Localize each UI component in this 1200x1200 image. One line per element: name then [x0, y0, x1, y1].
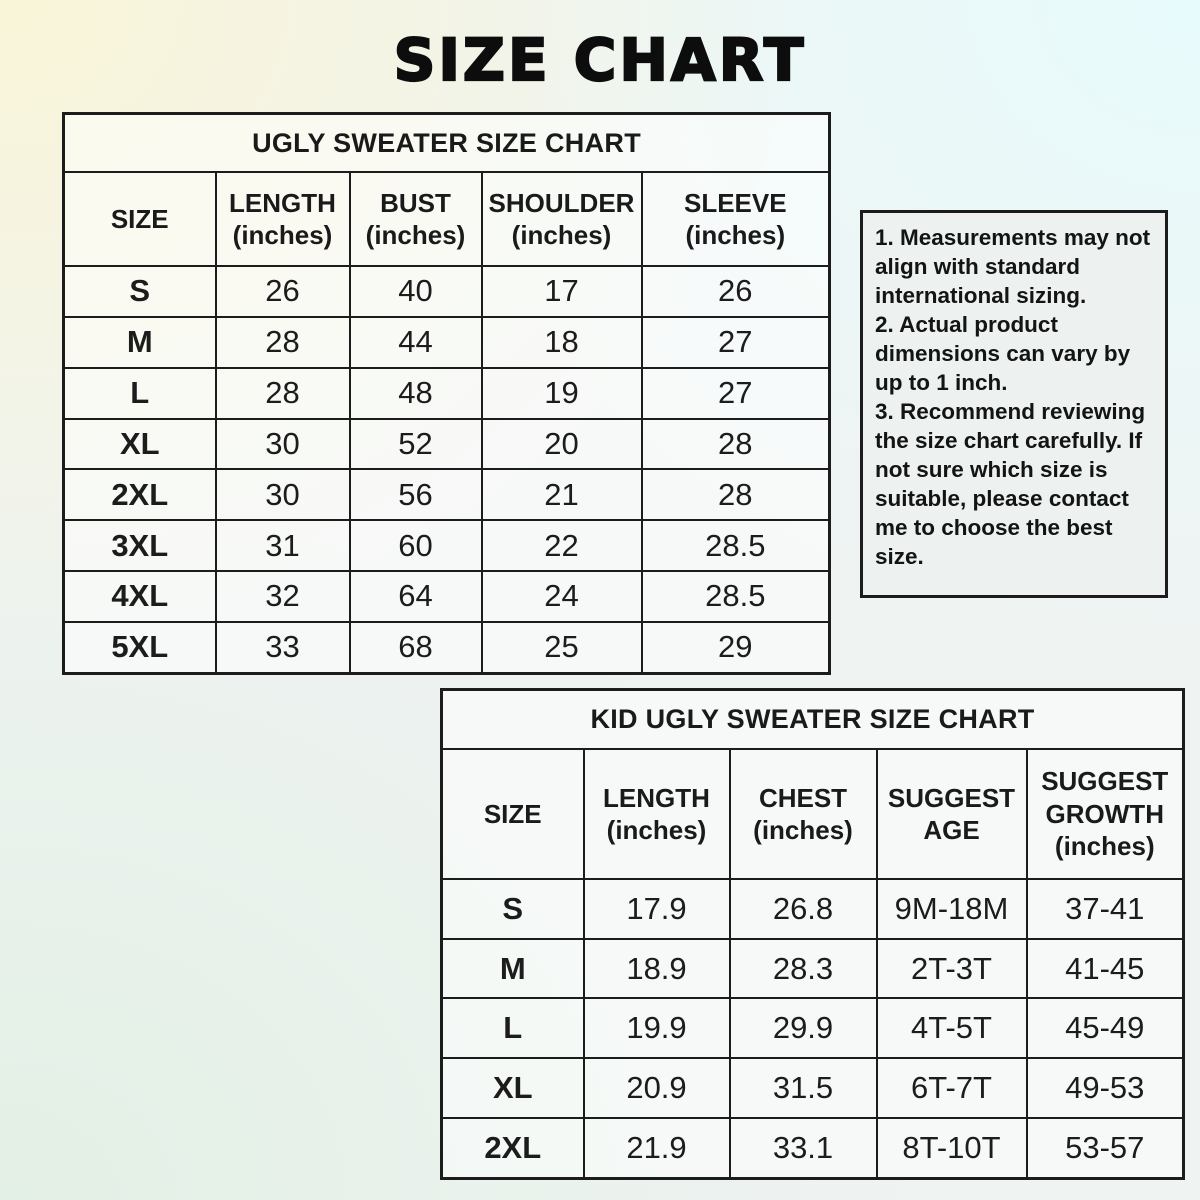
adult-col-header-size: SIZE: [64, 172, 216, 266]
adult-size-table: [62, 112, 831, 675]
table-cell: 33: [216, 622, 350, 674]
table-cell: 28.5: [642, 571, 830, 622]
kid-table-title-row: [442, 690, 1184, 750]
adult-col-header-length: LENGTH (inches): [216, 172, 350, 266]
kid-col-header-chest: CHEST (inches): [730, 749, 877, 879]
table-cell: 29: [642, 622, 830, 674]
table-cell: 29.9: [730, 998, 877, 1058]
table-row: [442, 1118, 1184, 1179]
table-cell: 60: [350, 520, 482, 571]
table-cell: 20: [482, 419, 642, 470]
kid-col-header-size: SIZE: [442, 749, 584, 879]
kid-table-header-row: [442, 749, 1184, 879]
table-cell: 27: [642, 317, 830, 368]
note-item-1: 1. Measurements may not align with standard international sizing.: [875, 225, 1151, 309]
note-item-3: 3. Recommend reviewing the size chart carefully. If not sure which size is suitable, please contact me to choose the best size.: [875, 399, 1146, 570]
adult-table-title: UGLY SWEATER SIZE CHART: [64, 114, 830, 173]
table-cell: 18.9: [584, 939, 730, 999]
table-cell: 28: [216, 317, 350, 368]
table-row: [64, 520, 830, 571]
page-title: SIZE CHART: [393, 26, 807, 94]
table-cell: 17: [482, 266, 642, 317]
table-cell: 26: [216, 266, 350, 317]
table-cell: 41-45: [1027, 939, 1184, 999]
size-label: XL: [64, 419, 216, 470]
table-cell: 17.9: [584, 879, 730, 939]
table-cell: 24: [482, 571, 642, 622]
adult-col-header-shoulder: SHOULDER (inches): [482, 172, 642, 266]
table-cell: 30: [216, 419, 350, 470]
table-cell: 28: [642, 419, 830, 470]
kid-col-header-length: LENGTH (inches): [584, 749, 730, 879]
table-cell: 32: [216, 571, 350, 622]
table-row: [442, 1058, 1184, 1118]
table-cell: 31: [216, 520, 350, 571]
table-row: [64, 317, 830, 368]
table-cell: 52: [350, 419, 482, 470]
table-cell: 19: [482, 368, 642, 419]
table-cell: 27: [642, 368, 830, 419]
table-cell: 28.3: [730, 939, 877, 999]
table-cell: 8T-10T: [877, 1118, 1027, 1179]
table-cell: 6T-7T: [877, 1058, 1027, 1118]
size-label: 5XL: [64, 622, 216, 674]
table-row: [64, 469, 830, 520]
table-cell: 20.9: [584, 1058, 730, 1118]
table-cell: 22: [482, 520, 642, 571]
table-row: [64, 368, 830, 419]
adult-col-header-bust: BUST (inches): [350, 172, 482, 266]
table-cell: 64: [350, 571, 482, 622]
table-cell: 33.1: [730, 1118, 877, 1179]
size-label: L: [442, 998, 584, 1058]
table-cell: 21.9: [584, 1118, 730, 1179]
adult-col-header-sleeve: SLEEVE (inches): [642, 172, 830, 266]
table-cell: 28: [642, 469, 830, 520]
table-cell: 9M-18M: [877, 879, 1027, 939]
table-cell: 28: [216, 368, 350, 419]
note-item-2: 2. Actual product dimensions can vary by up to 1 inch.: [875, 312, 1131, 396]
table-cell: 30: [216, 469, 350, 520]
table-cell: 26.8: [730, 879, 877, 939]
kid-col-header-suggest-growth: SUGGEST GROWTH (inches): [1027, 749, 1184, 879]
table-cell: 26: [642, 266, 830, 317]
table-row: [442, 879, 1184, 939]
table-row: [64, 571, 830, 622]
table-cell: 21: [482, 469, 642, 520]
table-cell: 49-53: [1027, 1058, 1184, 1118]
table-cell: 28.5: [642, 520, 830, 571]
table-cell: 4T-5T: [877, 998, 1027, 1058]
table-cell: 2T-3T: [877, 939, 1027, 999]
table-cell: 48: [350, 368, 482, 419]
table-cell: 19.9: [584, 998, 730, 1058]
table-cell: 44: [350, 317, 482, 368]
table-cell: 18: [482, 317, 642, 368]
size-label: 2XL: [442, 1118, 584, 1179]
size-label: 3XL: [64, 520, 216, 571]
table-cell: 56: [350, 469, 482, 520]
kid-col-header-suggest-age: SUGGEST AGE: [877, 749, 1027, 879]
table-cell: 31.5: [730, 1058, 877, 1118]
adult-table-header-row: [64, 172, 830, 266]
table-row: [64, 266, 830, 317]
size-label: XL: [442, 1058, 584, 1118]
table-cell: 37-41: [1027, 879, 1184, 939]
table-cell: 53-57: [1027, 1118, 1184, 1179]
size-label: 2XL: [64, 469, 216, 520]
kid-table-title: KID UGLY SWEATER SIZE CHART: [442, 690, 1184, 750]
table-cell: 25: [482, 622, 642, 674]
table-cell: 45-49: [1027, 998, 1184, 1058]
size-label: M: [442, 939, 584, 999]
size-label: S: [442, 879, 584, 939]
table-row: [442, 939, 1184, 999]
table-row: [64, 419, 830, 470]
size-label: L: [64, 368, 216, 419]
table-cell: 68: [350, 622, 482, 674]
size-label: S: [64, 266, 216, 317]
adult-table-title-row: [64, 114, 830, 173]
size-label: M: [64, 317, 216, 368]
table-cell: 40: [350, 266, 482, 317]
table-row: [64, 622, 830, 674]
table-row: [442, 998, 1184, 1058]
size-label: 4XL: [64, 571, 216, 622]
kid-size-table: [440, 688, 1185, 1180]
notes-box: [860, 210, 1168, 598]
